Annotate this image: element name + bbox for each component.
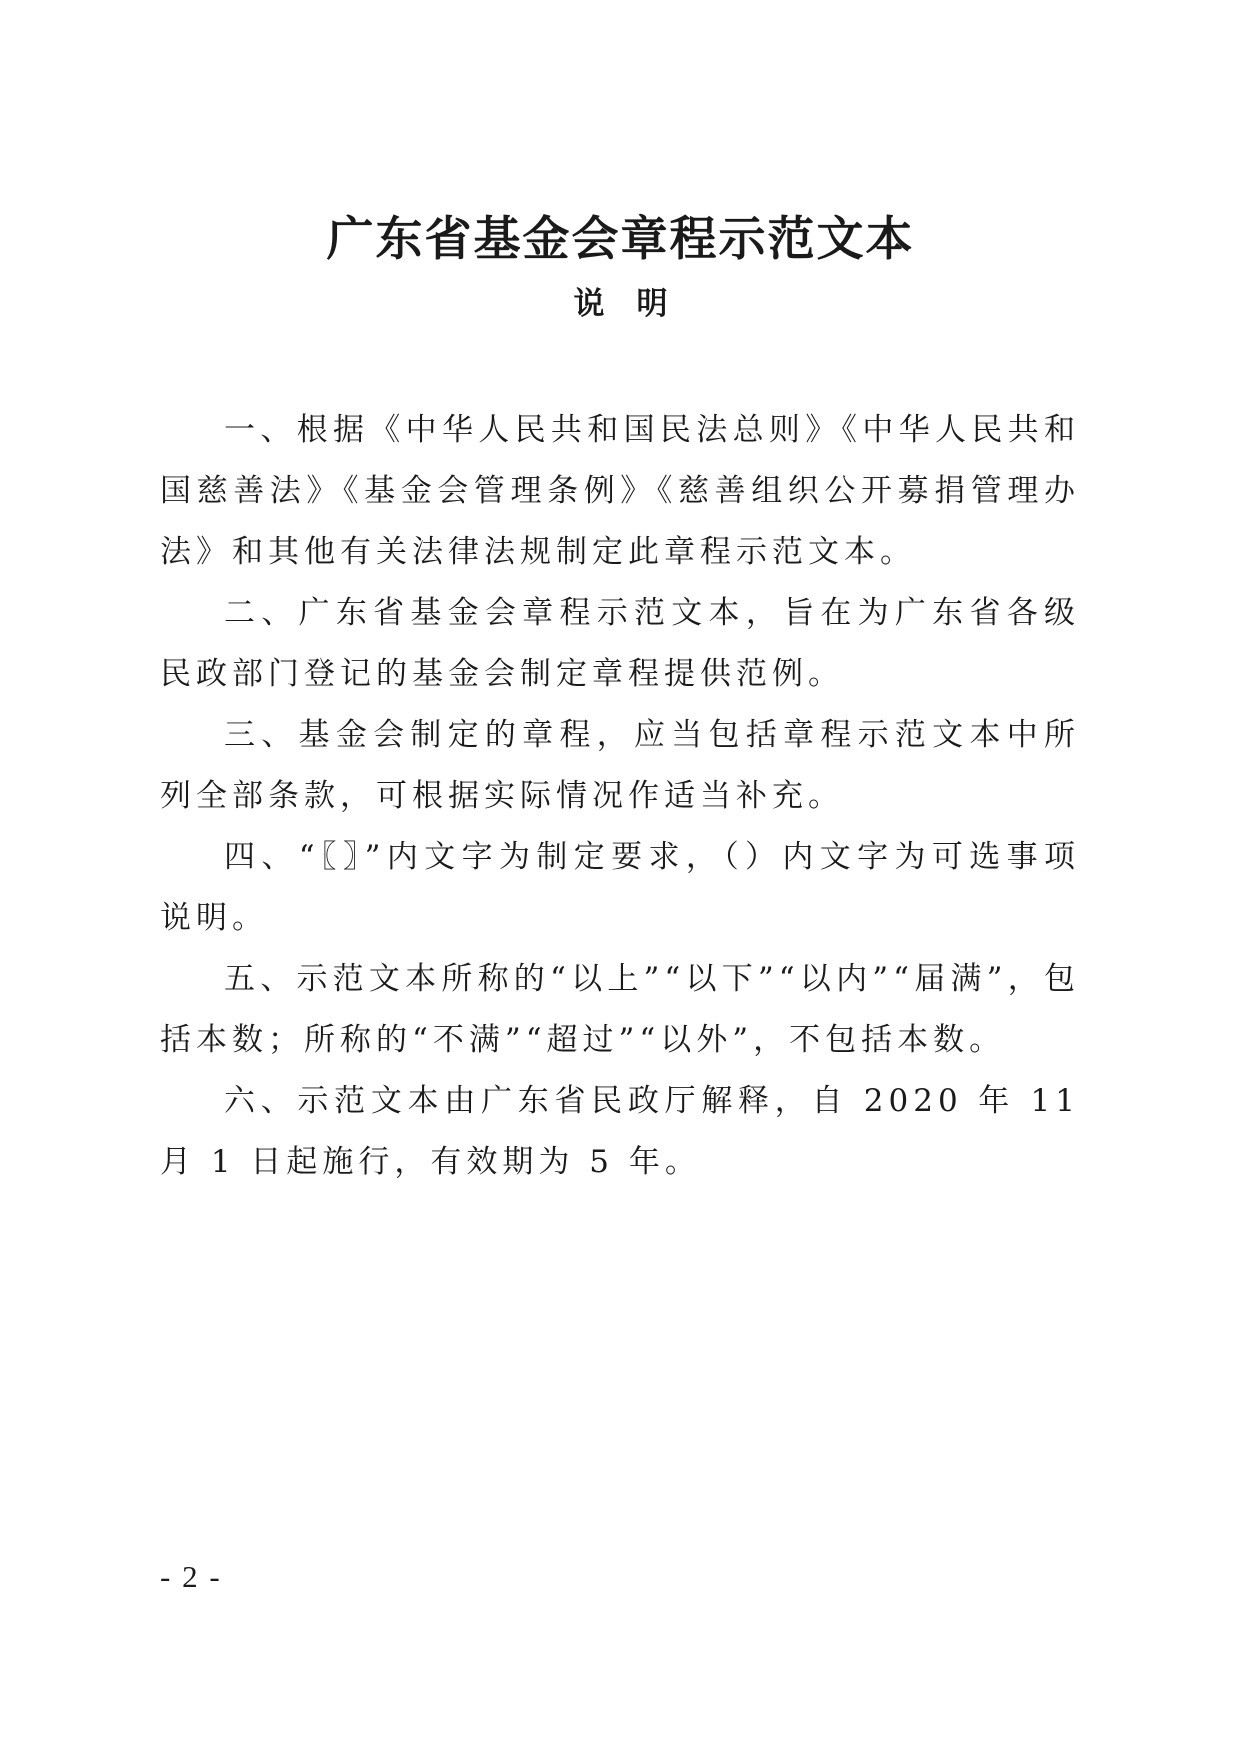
document-body (160, 400, 1080, 1193)
paragraph-1: 一、根据《中华人民共和国民法总则》《中华人民共和国慈善法》《基金会管理条例》《慈善组织公开募捐管理办法》和其他有关法律法规制定此章程示范文本。 (160, 412, 1080, 570)
paragraph-5: 五、示范文本所称的“以上”“以下”“以内”“届满”，包括本数；所称的“不满”“超过”“以外”，不包括本数。 (160, 961, 1080, 1058)
document-title: 广东省基金会章程示范文本 (326, 212, 915, 267)
paragraph-4: 四、“〖〗”内文字为制定要求，（）内文字为可选事项说明。 (160, 839, 1080, 936)
paragraph-6: 六、示范文本由广东省民政厅解释，自 2020 年 11 月 1 日起施行，有效期为 5 年。 (160, 1083, 1080, 1180)
paragraph-3: 三、基金会制定的章程，应当包括章程示范文本中所列全部条款，可根据实际情况作适当补充。 (160, 717, 1080, 814)
page-number: - 2 - (160, 1559, 222, 1594)
document-subtitle: 说明 (573, 286, 700, 322)
paragraph-2: 二、广东省基金会章程示范文本，旨在为广东省各级民政部门登记的基金会制定章程提供范例。 (160, 595, 1080, 692)
